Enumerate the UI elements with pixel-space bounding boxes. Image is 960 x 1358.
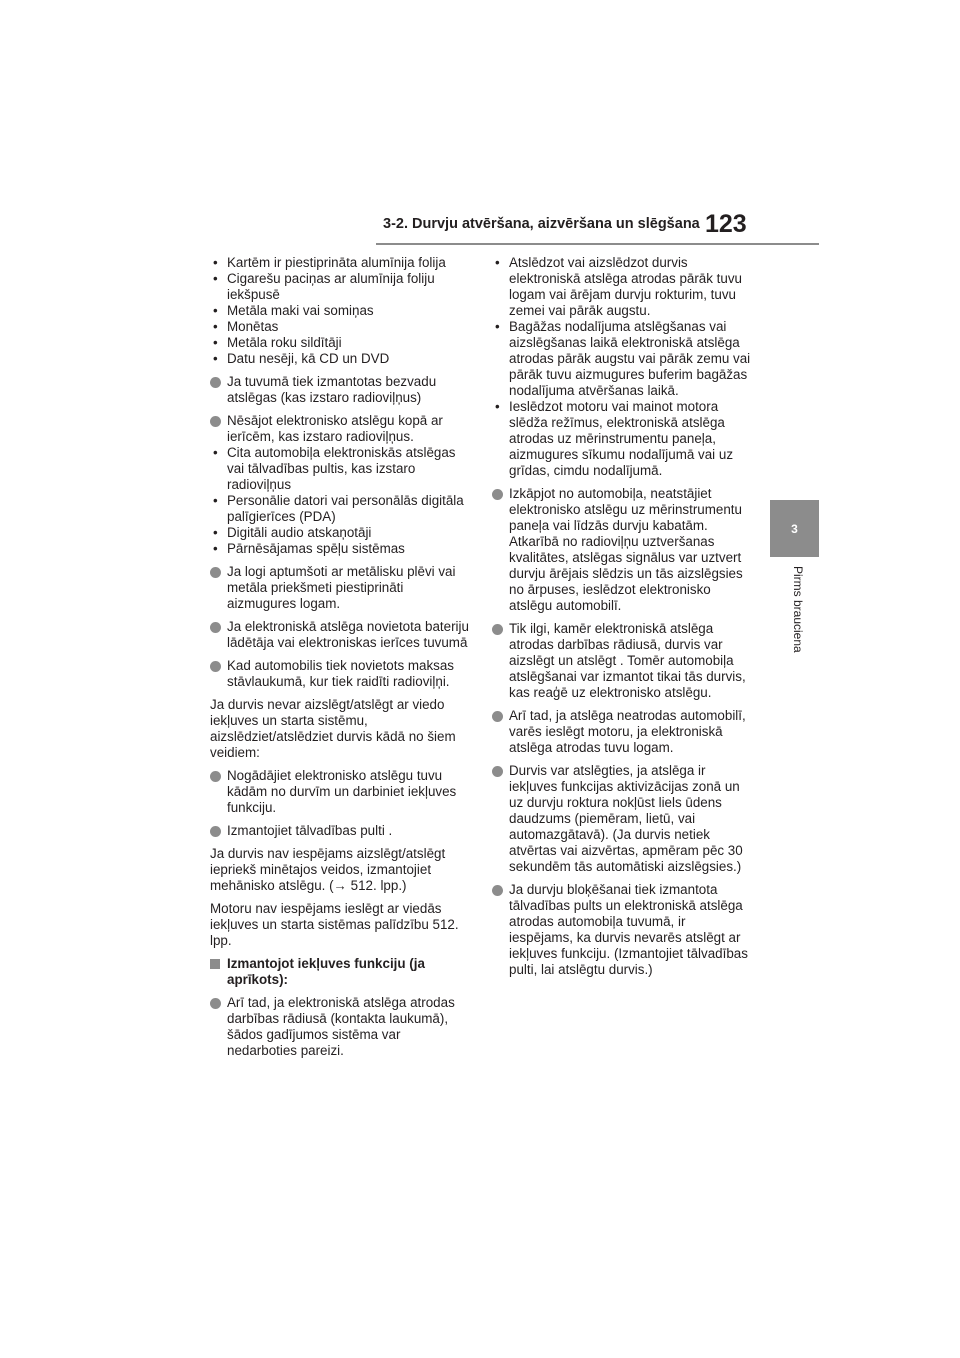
section-title: 3-2. Durvju atvēršana, aizvēršana un slēgšana [383, 216, 700, 232]
square-bullet-icon [210, 959, 220, 969]
note-item [210, 768, 470, 816]
paragraph: Ja durvis nevar aizslēgt/atslēgt ar viedo iekļuves un starta sistēmu, aizslēdziet/atslēdziet durvis kādā no šiem veidiem: [210, 697, 456, 760]
circle-bullet-icon [210, 998, 221, 1009]
chapter-number: 3 [791, 521, 798, 536]
circle-bullet-icon [492, 624, 503, 635]
note-item [492, 486, 752, 614]
circle-bullet-icon [210, 416, 221, 427]
note-text: Izmantojiet tālvadības pulti . [227, 823, 393, 838]
bullet-item: • Monētas [210, 319, 470, 335]
note-text: Durvis var atslēgties, ja atslēga ir iekļuves funkcijas aktivizācijas zonā un uz durvju roktura nokļūst liels ūdens daudzums (piemēram, lietū, vai automazgātavā). (Ja durvis netiek atvērtas vai aizvērtas, apmēram pēc 30 sekundēm tās automātiski aizslēgsies.) [509, 763, 743, 874]
circle-bullet-icon [210, 661, 221, 672]
bullet-item: • Atslēdzot vai aizslēdzot durvis elektroniskā atslēga atrodas pārāk tuvu logam vai ārējam durvju rokturim, tuvu zemei vai pārāk augstu. [492, 255, 752, 319]
note-item [492, 708, 752, 756]
header-divider [376, 243, 819, 245]
chapter-label: Pirms brauciena [791, 566, 805, 653]
note-text: Arī tad, ja elektroniskā atslēga atrodas darbības rādiusā (kontakta laukumā), šādos gadījumos sistēma var nedarboties pareizi. [227, 995, 455, 1058]
note-item [492, 763, 752, 875]
chapter-tab [770, 500, 819, 557]
bullet-item: • Kartēm ir piestiprināta alumīnija folija [210, 255, 470, 271]
bullet-item: • Cigarešu paciņas ar alumīnija foliju iekšpusē [210, 271, 470, 303]
note-text: Arī tad, ja atslēga neatrodas automobilī, varēs ieslēgt motoru, ja elektroniskā atslēga atrodas tuvu logam. [509, 708, 746, 755]
note-text: Ja durvju bloķēšanai tiek izmantota tālvadības pults un elektroniskā atslēga atrodas automobiļa tuvumā, ir iespējams, ka durvis nevarēs atslēgt ar iekļuves funkciju. (Izmantojiet tālvadības pulti, lai atslēgtu durvis.) [509, 882, 748, 977]
bullet-list [210, 255, 470, 367]
bullet-list [492, 255, 752, 479]
note-item [210, 658, 470, 690]
bullet-item: • Cita automobiļa elektroniskās atslēgas vai tālvadības pultis, kas izstaro radioviļņus [210, 445, 470, 493]
circle-bullet-icon [492, 711, 503, 722]
right-column [492, 255, 752, 985]
circle-bullet-icon [210, 567, 221, 578]
bullet-item: • Metāla maki vai somiņas [210, 303, 470, 319]
note-item [210, 564, 470, 612]
note-item [210, 619, 470, 651]
note-text: Tik ilgi, kamēr elektroniskā atslēga atrodas darbības rādiusā, durvis var aizslēgt un atslēgt . Tomēr automobiļa atslēgšanai var izmantot tikai tās durvis, kas reaģē uz elektronisko atslēgu. [509, 621, 746, 700]
bullet-item: • Ieslēdzot motoru vai mainot motora slēdža režīmus, elektroniskā atslēga atrodas uz mērinstrumentu paneļa, aizmugures sīkumu nodalījumā vai uz grīdas, cimdu nodalījumā. [492, 399, 752, 479]
bullet-list [227, 445, 470, 557]
circle-bullet-icon [210, 377, 221, 388]
circle-bullet-icon [492, 489, 503, 500]
bullet-item: • Pārnēsājamas spēļu sistēmas [210, 541, 470, 557]
note-text: Izkāpjot no automobiļa, neatstājiet elektronisko atslēgu uz mērinstrumentu paneļa vai līdzās durvju kabatām. Atkarībā no radioviļņu uztveršanas kvalitātes, atslēgas signālus var uztvert durvju ārējais slēdzis un tās aizslēgsies no ārpuses, ieslēdzot elektronisko atslēgu automobilī. [509, 486, 743, 613]
left-column [210, 255, 470, 1066]
circle-bullet-icon [210, 771, 221, 782]
note-item [210, 995, 470, 1059]
subsection-heading [210, 956, 470, 988]
bullet-item: • Digitāli audio atskaņotāji [210, 525, 470, 541]
note-item [210, 374, 470, 406]
paragraph: Ja durvis nav iespējams aizslēgt/atslēgt iepriekš minētajos veidos, izmantojiet mehānisko atslēgu. (→ 512. lpp.) [210, 846, 446, 893]
heading-text: Izmantojot iekļuves funkciju (ja aprīkots): [227, 956, 425, 987]
note-item [492, 882, 752, 978]
circle-bullet-icon [210, 622, 221, 633]
page-number: 123 [705, 210, 747, 238]
note-text: Nogādājiet elektronisko atslēgu tuvu kādām no durvīm un darbiniet iekļuves funkciju. [227, 768, 457, 815]
note-text: Kad automobilis tiek novietots maksas stāvlaukumā, kur tiek raidīti radioviļņi. [227, 658, 455, 689]
note-text: Ja elektroniskā atslēga novietota bateriju lādētāja vai elektroniskas ierīces tuvumā [227, 619, 469, 650]
note-text: Nēsājot elektronisko atslēgu kopā ar ierīcēm, kas izstaro radioviļņus. [227, 413, 443, 444]
circle-bullet-icon [492, 766, 503, 777]
bullet-item: • Metāla roku sildītāji [210, 335, 470, 351]
bullet-item: • Personālie datori vai personālās digitāla palīgierīces (PDA) [210, 493, 470, 525]
circle-bullet-icon [492, 885, 503, 896]
note-item [210, 823, 470, 839]
bullet-item: • Datu nesēji, kā CD un DVD [210, 351, 470, 367]
note-item [210, 413, 470, 557]
note-text: Ja tuvumā tiek izmantotas bezvadu atslēgas (kas izstaro radioviļņus) [227, 374, 437, 405]
circle-bullet-icon [210, 826, 221, 837]
paragraph: Motoru nav iespējams ieslēgt ar viedās iekļuves un starta sistēmas palīdzību 512. lpp. [210, 901, 459, 948]
note-text: Ja logi aptumšoti ar metālisku plēvi vai metāla priekšmeti piestiprināti aizmugures logam. [227, 564, 456, 611]
note-item [492, 621, 752, 701]
bullet-item: • Bagāžas nodalījuma atslēgšanas vai aizslēgšanas laikā elektroniskā atslēga atrodas pārāk augstu vai pārāk zemu vai pārāk tuvu aizmugures buferim bagāžas nodalījuma atvēršanas laikā. [492, 319, 752, 399]
